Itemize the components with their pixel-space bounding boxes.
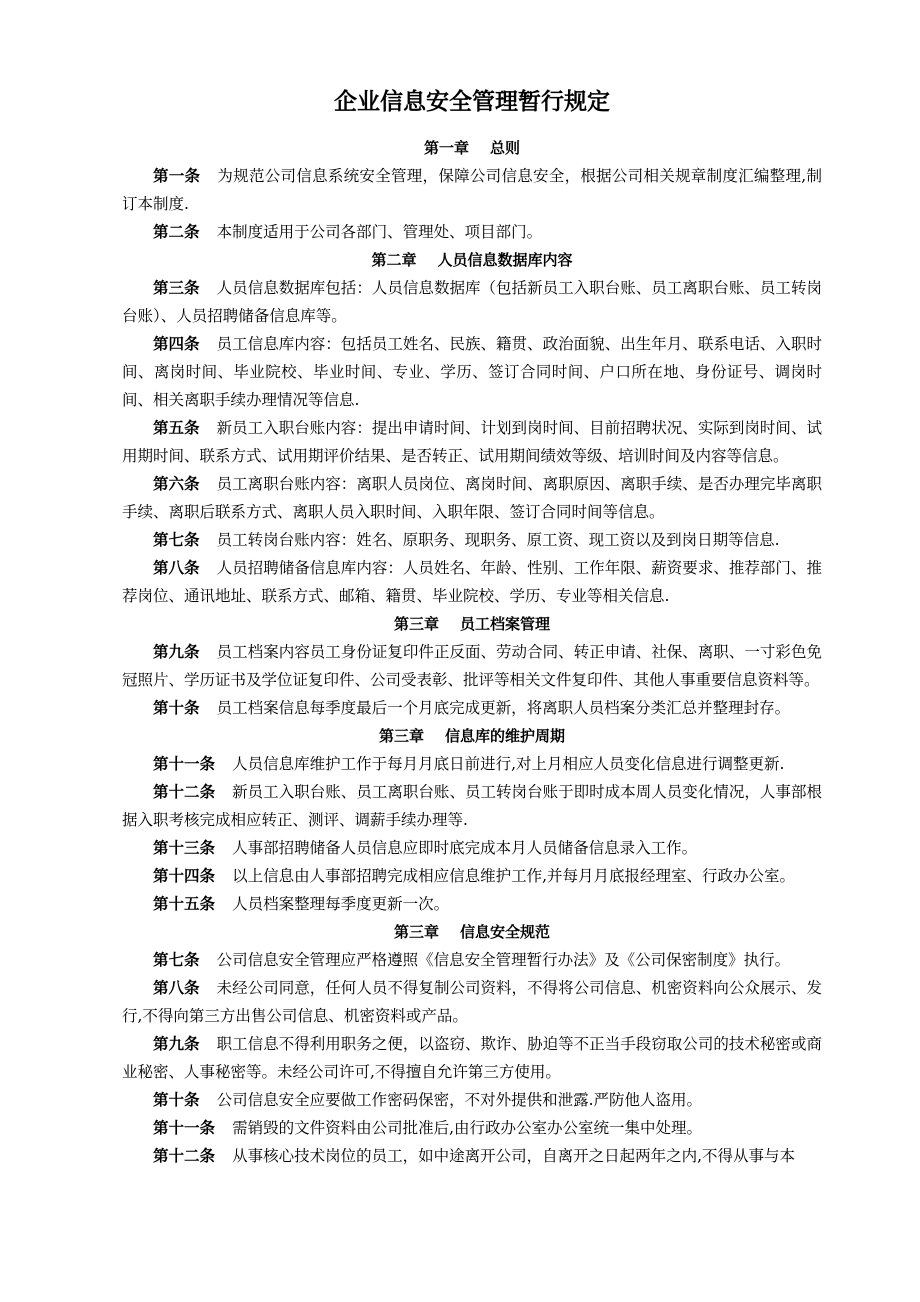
chapter-title: 信息库的维护周期 — [445, 727, 566, 745]
article-text: 公司信息安全管理应严格遵照《信息安全管理暂行办法》及《公司保密制度》执行。 — [216, 951, 791, 969]
article-label: 第九条 — [153, 1035, 200, 1053]
chapter-heading — [122, 134, 822, 162]
article-text: 员工转岗台账内容：姓名、原职务、现职务、原工资、现工资以及到岗日期等信息. — [216, 531, 780, 549]
article-label: 第五条 — [153, 419, 200, 437]
article-paragraph — [122, 162, 822, 218]
chapter-heading — [122, 610, 822, 638]
article-label: 第十一条 — [153, 1119, 216, 1137]
article-paragraph — [122, 694, 822, 722]
article-text: 员工信息库内容：包括员工姓名、民族、籍贯、政治面貌、出生年月、联系电话、入职时间、离岗时间、毕业院校、毕业时间、专业、学历、签订合同时间、户口所在地、身份证号、调岗时间、相关离职手续办理情况等信息. — [122, 335, 822, 409]
chapter-heading — [122, 918, 822, 946]
article-paragraph — [122, 1030, 822, 1086]
article-label: 第六条 — [153, 475, 200, 493]
article-text: 本制度适用于公司各部门、管理处、项目部门。 — [216, 223, 543, 241]
article-label: 第十四条 — [153, 867, 216, 885]
article-text: 员工档案信息每季度最后一个月底完成更新，将离职人员档案分类汇总并整理封存。 — [216, 699, 791, 717]
article-text: 未经公司同意，任何人员不得复制公司资料，不得将公司信息、机密资料向公众展示、发行,不得向第三方出售公司信息、机密资料或产品。 — [122, 979, 822, 1025]
article-label: 第一条 — [153, 167, 201, 185]
article-text: 为规范公司信息系统安全管理，保障公司信息安全，根据公司相关规章制度汇编整理,制订本制度. — [122, 167, 822, 213]
article-label: 第九条 — [153, 643, 200, 661]
article-paragraph — [122, 274, 822, 330]
document-body — [122, 134, 822, 1170]
article-label: 第四条 — [153, 335, 200, 353]
article-paragraph — [122, 470, 822, 526]
article-text: 人员信息数据库包括：人员信息数据库（包括新员工入职台账、员工离职台账、员工转岗台账）、人员招聘储备信息库等。 — [122, 279, 822, 325]
chapter-heading — [122, 722, 822, 750]
chapter-title: 信息安全规范 — [460, 923, 551, 941]
article-text: 员工离职台账内容：离职人员岗位、离岗时间、离职原因、离职手续、是否办理完毕离职手续、离职后联系方式、离职人员入职时间、入职年限、签订合同时间等信息。 — [122, 475, 822, 521]
article-label: 第十三条 — [153, 839, 216, 857]
article-text: 人员招聘储备信息库内容：人员姓名、年龄、性别、工作年限、薪资要求、推荐部门、推荐岗位、通讯地址、联系方式、邮箱、籍贯、毕业院校、学历、专业等相关信息. — [122, 559, 822, 605]
article-paragraph — [122, 218, 822, 246]
article-text: 人事部招聘储备人员信息应即时底完成本月人员储备信息录入工作。 — [232, 839, 698, 857]
chapter-title: 总则 — [490, 139, 521, 157]
article-paragraph — [122, 638, 822, 694]
article-paragraph — [122, 946, 822, 974]
article-label: 第八条 — [153, 559, 200, 577]
chapter-number: 第一章 — [423, 139, 469, 157]
article-paragraph — [122, 750, 822, 778]
article-paragraph — [122, 834, 822, 862]
article-label: 第十一条 — [153, 755, 216, 773]
article-paragraph — [122, 1086, 822, 1114]
article-label: 第三条 — [153, 279, 200, 297]
article-label: 第七条 — [153, 951, 200, 969]
article-label: 第二条 — [153, 223, 200, 241]
article-label: 第八条 — [153, 979, 200, 997]
document-page — [122, 86, 822, 1170]
article-paragraph — [122, 1142, 822, 1170]
article-paragraph — [122, 862, 822, 890]
chapter-number: 第三章 — [393, 615, 439, 633]
article-paragraph — [122, 330, 822, 414]
article-text: 从事核心技术岗位的员工，如中途离开公司，自离开之日起两年之内,不得从事与本 — [232, 1147, 795, 1165]
chapter-heading — [122, 246, 822, 274]
article-label: 第十五条 — [153, 895, 216, 913]
article-paragraph — [122, 1114, 822, 1142]
article-text: 职工信息不得利用职务之便，以盗窃、欺诈、胁迫等不正当手段窃取公司的技术秘密或商业秘密、人事秘密等。未经公司许可,不得擅自允许第三方使用。 — [122, 1035, 822, 1081]
article-paragraph — [122, 974, 822, 1030]
article-text: 需销毁的文件资料由公司批准后,由行政办公室办公室统一集中处理。 — [232, 1119, 702, 1137]
chapter-number: 第三章 — [393, 923, 439, 941]
article-paragraph — [122, 526, 822, 554]
article-paragraph — [122, 554, 822, 610]
article-paragraph — [122, 414, 822, 470]
article-label: 第十二条 — [153, 1147, 216, 1165]
article-paragraph — [122, 778, 822, 834]
article-label: 第十条 — [153, 699, 200, 717]
document-title: 企业信息安全管理暂行规定 — [334, 89, 610, 115]
article-text: 人员信息库维护工作于每月月底日前进行,对上月相应人员变化信息进行调整更新. — [232, 755, 785, 773]
article-text: 员工档案内容员工身份证复印件正反面、劳动合同、转正申请、社保、离职、一寸彩色免冠照片、学历证书及学位证复印件、公司受表彰、批评等相关文件复印件、其他人事重要信息资料等。 — [122, 643, 822, 689]
article-text: 公司信息安全应要做工作密码保密，不对外提供和泄露.严防他人盗用。 — [216, 1091, 702, 1109]
article-label: 第十条 — [153, 1091, 200, 1109]
article-label: 第七条 — [153, 531, 200, 549]
article-text: 新员工入职台账、员工离职台账、员工转岗台账于即时成本周人员变化情况，人事部根据入职考核完成相应转正、测评、调薪手续办理等. — [122, 783, 822, 829]
chapter-number: 第三章 — [378, 727, 424, 745]
chapter-number: 第二章 — [371, 251, 417, 269]
article-text: 人员档案整理每季度更新一次。 — [232, 895, 450, 913]
article-text: 新员工入职台账内容：提出申请时间、计划到岗时间、目前招聘状况、实际到岗时间、试用期时间、联系方式、试用期评价结果、是否转正、试用期间绩效等级、培训时间及内容等信息。 — [122, 419, 822, 465]
chapter-title: 员工档案管理 — [460, 615, 551, 633]
article-label: 第十二条 — [153, 783, 216, 801]
article-paragraph — [122, 890, 822, 918]
chapter-title: 人员信息数据库内容 — [437, 251, 573, 269]
article-text: 以上信息由人事部招聘完成相应信息维护工作,并每月月底报经理室、行政办公室。 — [232, 867, 795, 885]
